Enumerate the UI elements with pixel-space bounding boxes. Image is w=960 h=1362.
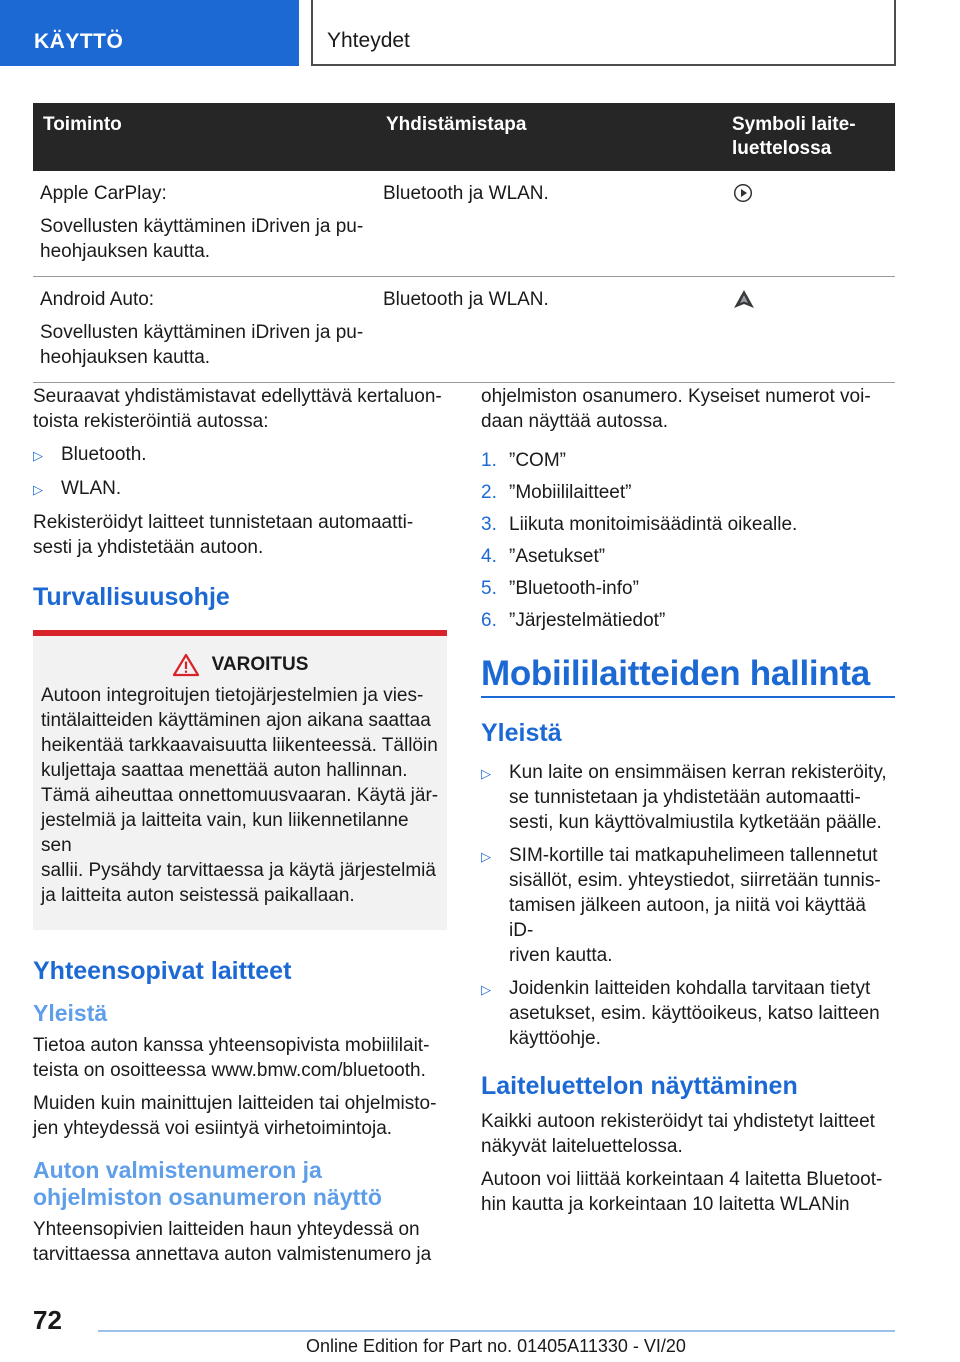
table-cell: Bluetooth ja WLAN. [376, 277, 722, 383]
step-number: 3. [481, 514, 497, 535]
page-number: 72 [33, 1305, 62, 1335]
table-cell [33, 171, 376, 277]
triangle-bullet-icon: ▷ [481, 982, 491, 997]
column-header: Toiminto [33, 103, 376, 171]
step-number: 2. [481, 482, 497, 503]
list-item: ▷ WLAN. [33, 476, 447, 502]
compatible-devices-heading: Yhteensopivat laitteet [33, 957, 292, 985]
step-item: 4. ”Asetukset” [481, 546, 606, 567]
table-cell [722, 171, 895, 277]
device-list-text-2: Autoon voi liittää korkeintaan 4 laitetta Bluetoot- hin kautta ja korkeintaan 10 laitetta WLANin [481, 1169, 883, 1215]
function-title: Android Auto: [40, 289, 155, 310]
triangle-bullet-icon: ▷ [481, 849, 491, 864]
footer-edition: Online Edition for Part no. 01405A11330 - VI/20 [306, 1336, 686, 1356]
column-header: Symboli laite- luettelossa [722, 103, 895, 171]
section-tab [0, 0, 299, 66]
table-cell: Bluetooth ja WLAN. [376, 171, 722, 277]
chapter-title-box [311, 0, 896, 66]
step-item: 6. ”Järjestelmätiedot” [481, 610, 666, 631]
footer-divider [98, 1330, 895, 1332]
list-item: ▷ Kun laite on ensimmäisen kerran rekisteröity, se tunnistetaan ja yhdistetään automaatti- sesti, kun käyttövalmiustila kytketään päälle. [481, 762, 887, 833]
step-number: 5. [481, 578, 497, 599]
safety-heading: Turvallisuusohje [33, 583, 230, 611]
function-title: Apple CarPlay: [40, 183, 167, 204]
device-list-text-1: Kaikki autoon rekisteröidyt tai yhdistetyt laitteet näkyvät laiteluettelossa. [481, 1111, 875, 1157]
list-item: ▷ Joidenkin laitteiden kohdalla tarvitaan tietyt asetukset, esim. käyttöoikeus, katso laitteen käyttöohje. [481, 978, 880, 1049]
registration-text: Rekisteröidyt laitteet tunnistetaan automaatti- sesti ja yhdistetään autoon. [33, 512, 414, 558]
table-row [33, 277, 895, 383]
carplay-icon [733, 183, 753, 203]
step-number: 1. [481, 450, 497, 471]
function-desc: Sovellusten käyttäminen iDriven ja pu- heohjauksen kautta. [40, 216, 364, 262]
general-heading: Yleistä [481, 719, 562, 747]
list-item: ▷ SIM-kortille tai matkapuhelimeen tallennetut sisällöt, esim. yhteystiedot, siirretään tunnis- tamisen jälkeen autoon, ja niitä voi käyttää iD- riven kautta. [481, 845, 881, 966]
continued-text: ohjelmiston osanumero. Kyseiset numerot voi- daan näyttää autossa. [481, 386, 871, 432]
table-row [33, 171, 895, 277]
compatible-general-heading: Yleistä [33, 1000, 108, 1026]
step-item: 3. Liikuta monitoimisäädintä oikealle. [481, 514, 798, 535]
android-auto-icon [733, 289, 755, 309]
right-column [481, 384, 895, 1225]
table-cell [722, 277, 895, 383]
device-list-heading: Laiteluettelon näyttäminen [481, 1072, 798, 1100]
step-item: 2. ”Mobiililaitteet” [481, 482, 632, 503]
warning-title: VAROITUS [211, 654, 309, 675]
serial-heading: Auton valmistenumeron ja ohjelmiston osanumeron näyttö [33, 1157, 382, 1210]
step-number: 4. [481, 546, 497, 567]
step-item: 1. ”COM” [481, 450, 566, 471]
warning-text: Autoon integroitujen tietojärjestelmien ja vies- tintälaitteiden käyttäminen ajon aikana saattaa heikentää tarkkaavaisuutta liikenteessä. Tällöin kuljettaja saattaa menettää auton hallinnan. Tämä aiheuttaa onnettomuusvaaran. Käytä jär- jestelmiä ja laitteita vain, kun liikennetilanne sen sallii. Pysähdy tarvittaessa ja käytä järjestelmiä ja laitteita auton seistessä paikallaan. [41, 685, 439, 906]
column-header: Yhdistämistapa [376, 103, 722, 171]
compatible-text-1: Tietoa auton kanssa yhteensopivista mobiililait- teista on osoitteessa www.bmw.com/bluetooth. [33, 1035, 430, 1081]
triangle-bullet-icon: ▷ [33, 448, 43, 463]
triangle-bullet-icon: ▷ [33, 482, 43, 497]
warning-triangle-icon [172, 653, 200, 677]
list-item: ▷ Bluetooth. [33, 442, 447, 468]
chapter-title: Yhteydet [327, 29, 410, 52]
left-column [33, 384, 447, 1275]
table-cell [33, 277, 376, 383]
triangle-bullet-icon: ▷ [481, 766, 491, 781]
intro-text: Seuraavat yhdistämistavat edellyttävä kertaluon- toista rekisteröintiä autossa: [33, 386, 442, 432]
warning-box [33, 630, 447, 930]
connection-table [33, 103, 895, 383]
function-desc: Sovellusten käyttäminen iDriven ja pu- heohjauksen kautta. [40, 322, 364, 368]
warning-header [41, 652, 439, 677]
step-item: 5. ”Bluetooth-info” [481, 578, 639, 599]
compatible-text-2: Muiden kuin mainittujen laitteiden tai ohjelmisto- jen yhteydessä voi esiintyä virhetoimintoja. [33, 1093, 437, 1139]
table-header-row [33, 103, 895, 171]
section-label: KÄYTTÖ [34, 30, 124, 53]
main-heading: Mobiililaitteiden hallinta [481, 661, 895, 698]
step-number: 6. [481, 610, 497, 631]
serial-text: Yhteensopivien laitteiden haun yhteydessä on tarvittaessa annettava auton valmistenumero ja [33, 1219, 432, 1265]
